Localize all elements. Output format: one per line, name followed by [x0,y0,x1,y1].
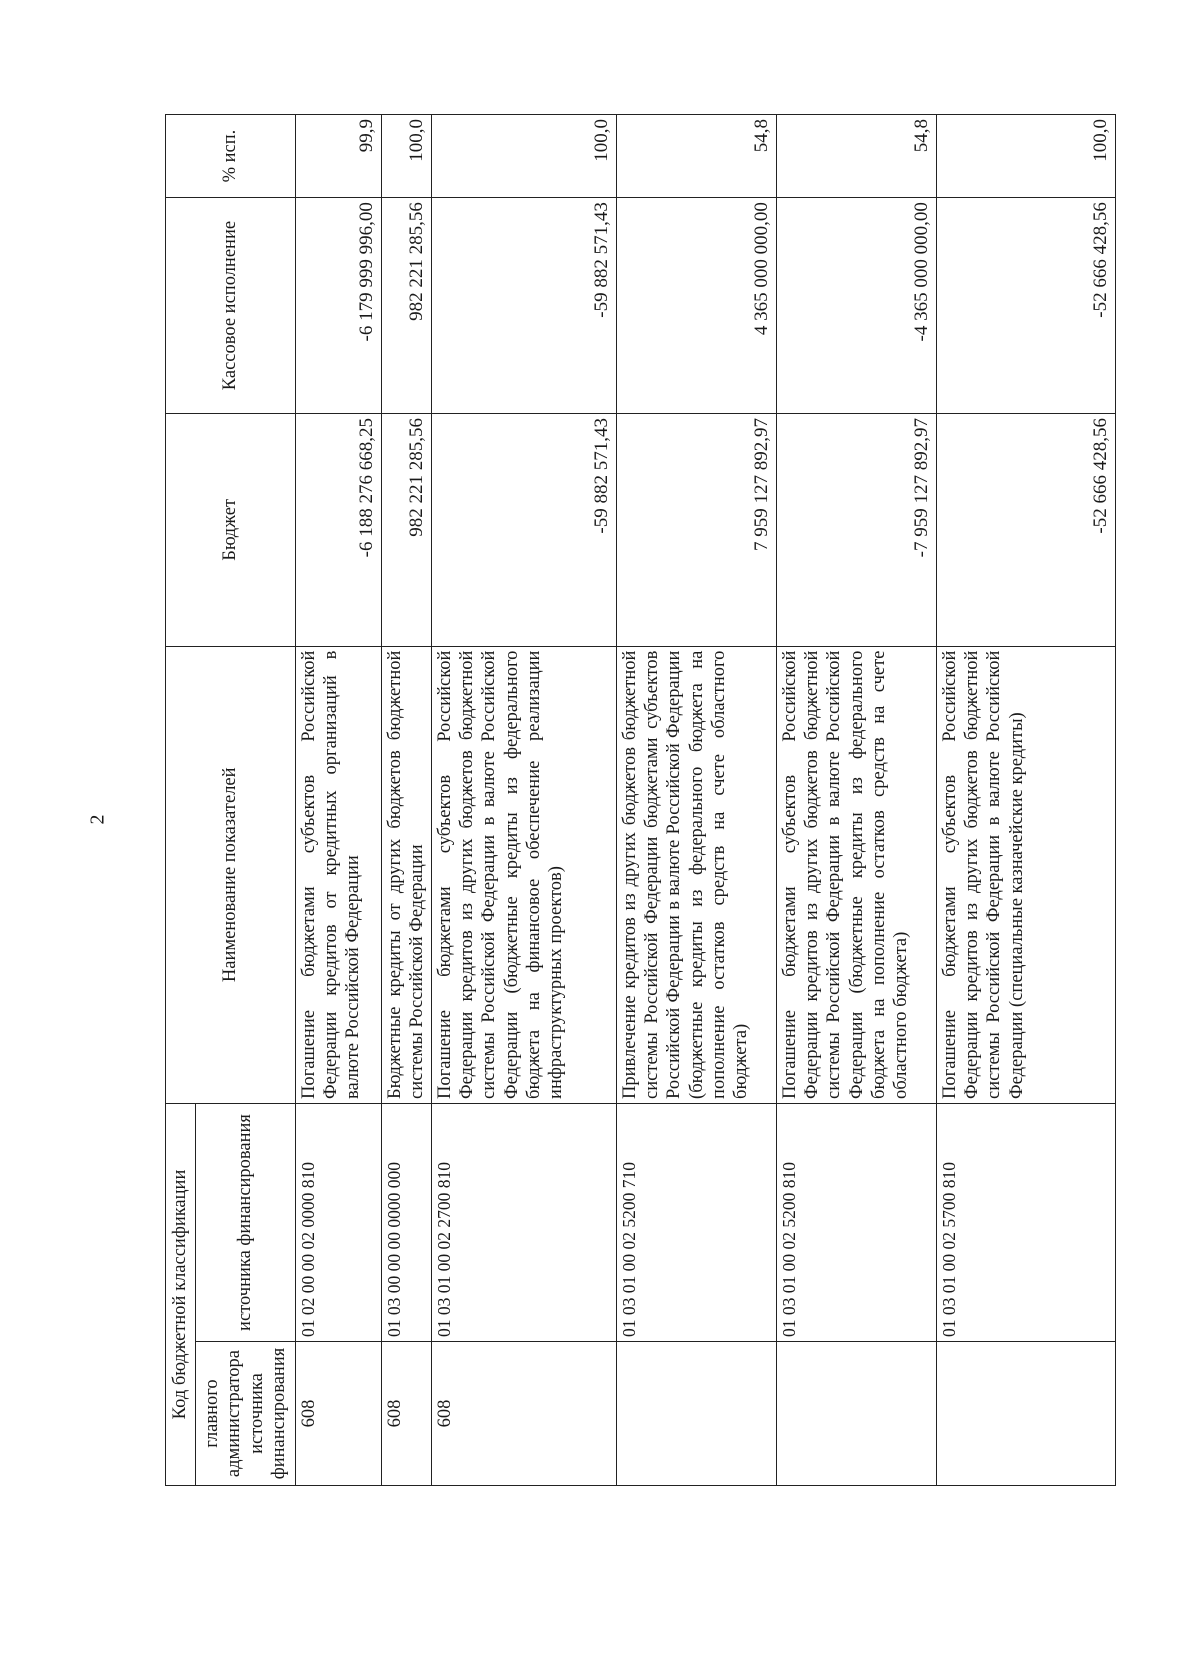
source-code-cell: 01 03 01 00 02 2700 810 [432,1103,617,1341]
source-code-cell: 01 03 01 00 02 5200 710 [617,1103,777,1341]
table-row [296,115,382,1486]
admin-code-cell [617,1342,777,1486]
percent-cell: 54,8 [617,115,777,198]
source-code-cell: 01 02 00 00 02 0000 810 [296,1103,382,1341]
percent-cell: 100,0 [382,115,432,198]
header-source-code: источника финансирования [196,1103,296,1341]
execution-cell: -6 179 999 996,00 [296,198,382,414]
header-cash-execution: Кассовое исполнение [166,198,296,414]
table-row [432,115,617,1486]
execution-cell: 4 365 000 000,00 [617,198,777,414]
budget-cell: -6 188 276 668,25 [296,414,382,647]
execution-cell: -4 365 000 000,00 [777,198,937,414]
execution-cell: -59 882 571,43 [432,198,617,414]
source-code-cell: 01 03 01 00 02 5700 810 [937,1103,1116,1341]
percent-cell: 99,9 [296,115,382,198]
indicator-name-cell: Бюджетные кредиты от других бюджетов бюджетной системы Российской Федерации [382,646,432,1103]
admin-code-cell: 608 [432,1342,617,1486]
percent-cell: 100,0 [937,115,1116,198]
header-indicator-name: Наименование показателей [166,646,296,1103]
percent-cell: 54,8 [777,115,937,198]
source-code-cell: 01 03 01 00 02 5200 810 [777,1103,937,1341]
indicator-name-cell: Погашение бюджетами субъектов Российской Федерации кредитов из других бюджетов бюджетной системы Российской Федерации в валюте Российской Федерации (бюджетные кредиты из федерального бюджета на пополнение остатков средств на счете областного бюджета) [777,646,937,1103]
budget-cell: 7 959 127 892,97 [617,414,777,647]
indicator-name-cell: Погашение бюджетами субъектов Российской Федерации кредитов из других бюджетов бюджетной системы Российской Федерации в валюте Российской Федерации (специальные казначейские кредиты) [937,646,1116,1103]
budget-cell: 982 221 285,56 [382,414,432,647]
table-row [382,115,432,1486]
source-code-cell: 01 03 00 00 00 0000 000 [382,1103,432,1341]
budget-cell: -7 959 127 892,97 [777,414,937,647]
admin-code-cell [777,1342,937,1486]
indicator-name-cell: Погашение бюджетами субъектов Российской Федерации кредитов от кредитных организаций в валюте Российской Федерации [296,646,382,1103]
page-number: 2 [86,814,109,825]
indicator-name-cell: Привлечение кредитов из других бюджетов бюджетной системы Российской Федерации бюджетами субъектов Российской Федерации в валюте Российской Федерации (бюджетные кредиты из федерального бюджета на пополнение остатков средств на счете областного бюджета) [617,646,777,1103]
table-row [937,115,1116,1486]
header-percent: % исп. [166,115,296,198]
admin-code-cell [937,1342,1116,1486]
header-classification-code: Код бюджетной классификации [166,1103,196,1485]
percent-cell: 100,0 [432,115,617,198]
budget-cell: -52 666 428,56 [937,414,1116,647]
table-row [617,115,777,1486]
indicator-name-cell: Погашение бюджетами субъектов Российской Федерации кредитов из других бюджетов бюджетной системы Российской Федерации в валюте Российской Федерации (бюджетные кредиты из федерального бюджета на финансовое обеспечение реализации инфраструктурных проектов) [432,646,617,1103]
table-row [777,115,937,1486]
execution-cell: 982 221 285,56 [382,198,432,414]
execution-cell: -52 666 428,56 [937,198,1116,414]
admin-code-cell: 608 [382,1342,432,1486]
table-container [165,114,1115,1486]
budget-cell: -59 882 571,43 [432,414,617,647]
header-budget: Бюджет [166,414,296,647]
header-admin-code: главного администратора источника финансирования [196,1342,296,1486]
budget-table [165,114,1116,1486]
admin-code-cell: 608 [296,1342,382,1486]
